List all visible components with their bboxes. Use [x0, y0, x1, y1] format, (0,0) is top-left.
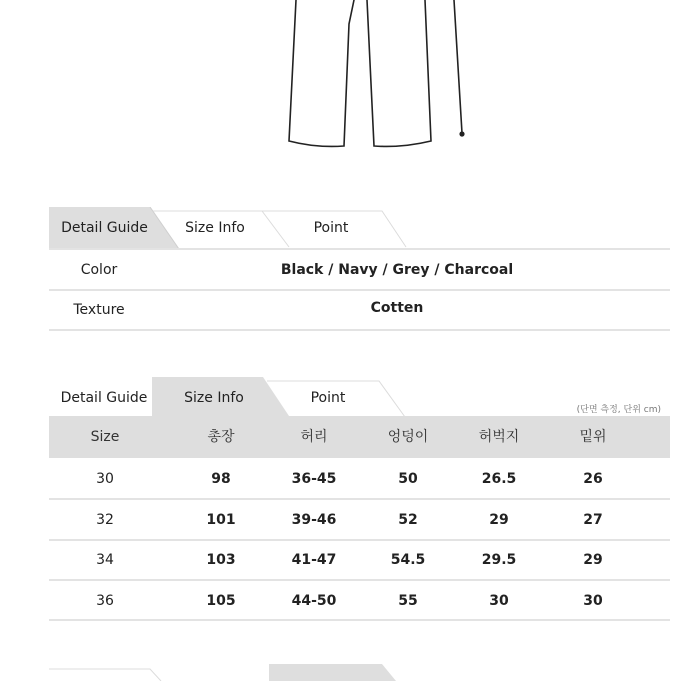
- cell-size: 34: [96, 552, 114, 568]
- header-thigh: 허벅지: [478, 429, 520, 445]
- detail-label-texture: Texture: [73, 302, 125, 318]
- cell-waist: 36-45: [291, 471, 337, 487]
- cell-length: 98: [211, 471, 231, 487]
- tab-detail-guide[interactable]: Detail Guide: [61, 220, 148, 236]
- table-row: [49, 500, 670, 540]
- cell-rise: 27: [583, 512, 603, 528]
- cell-hip: 50: [398, 471, 418, 487]
- cell-rise: 30: [583, 593, 603, 609]
- cell-rise: 29: [583, 552, 603, 568]
- partial-tab-bar: [49, 664, 670, 681]
- cell-hip: 52: [398, 512, 418, 528]
- cell-length: 103: [206, 552, 236, 568]
- pants-illustration: [270, 0, 480, 160]
- cell-length: 101: [206, 512, 236, 528]
- unit-note: (단면 측정, 단위 cm): [576, 405, 661, 415]
- cell-thigh: 26.5: [481, 471, 517, 487]
- header-hip: 엉덩이: [387, 429, 429, 445]
- tab-size-info[interactable]: Size Info: [185, 220, 245, 236]
- divider: [49, 248, 670, 250]
- detail-label-color: Color: [80, 262, 118, 278]
- table-row: [49, 540, 670, 580]
- header-rise: 밑위: [579, 429, 607, 445]
- divider: [49, 289, 670, 291]
- header-length: 총장: [207, 429, 235, 445]
- cell-rise: 26: [583, 471, 603, 487]
- cell-waist: 41-47: [291, 552, 337, 568]
- detail-tab-bar: [49, 207, 670, 249]
- tab-point[interactable]: Point: [310, 390, 346, 406]
- cell-hip: 55: [398, 593, 418, 609]
- cell-hip: 54.5: [390, 552, 426, 568]
- header-waist: 허리: [300, 429, 328, 445]
- cell-size: 36: [96, 593, 114, 609]
- cell-waist: 44-50: [291, 593, 337, 609]
- divider: [49, 619, 670, 621]
- cell-size: 30: [96, 471, 114, 487]
- table-row: [49, 581, 670, 621]
- tab-detail-guide[interactable]: Detail Guide: [60, 390, 148, 406]
- table-row: [49, 459, 670, 499]
- cell-length: 105: [206, 593, 236, 609]
- tab-size-info[interactable]: Size Info: [184, 390, 244, 406]
- size-table-header: [49, 416, 670, 458]
- detail-value-color: Black / Navy / Grey / Charcoal: [280, 262, 514, 278]
- cell-thigh: 30: [489, 593, 509, 609]
- cell-thigh: 29: [489, 512, 509, 528]
- divider: [49, 329, 670, 331]
- cell-waist: 39-46: [291, 512, 337, 528]
- header-size: Size: [90, 429, 120, 445]
- detail-value-texture: Cotten: [370, 300, 424, 316]
- cell-thigh: 29.5: [481, 552, 517, 568]
- cell-size: 32: [96, 512, 114, 528]
- tab-point[interactable]: Point: [313, 220, 349, 236]
